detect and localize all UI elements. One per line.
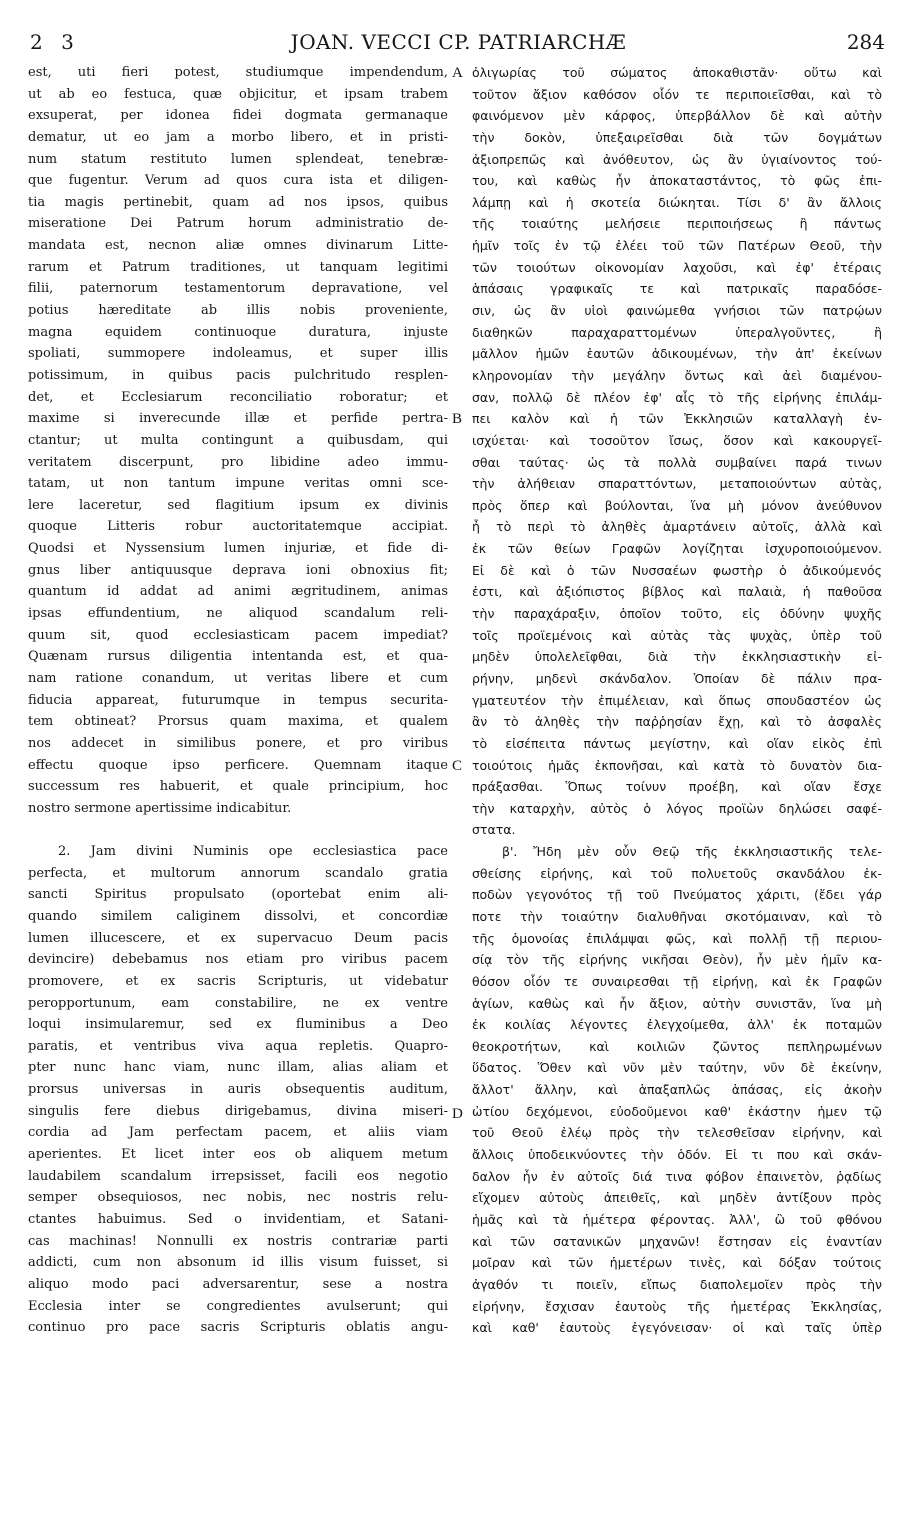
greek-text-line: ἐστι, καὶ ἀξιόπιστος βίβλος καὶ παλαιὰ, ἡ παθοῦσα [472, 584, 882, 600]
greek-text-line: Εἰ δὲ καὶ ὁ τῶν Νυσσαέων φωστὴρ ὁ ἀδικούμενός [472, 562, 882, 578]
latin-text-line: cordia ad Jam perfectam pacem, et aliis viam [28, 1125, 448, 1141]
latin-text-line: tem obtineat? Prorsus quam maxima, et qualem [28, 714, 448, 730]
latin-text-line: dematur, ut eo jam a morbo libero, et in pristi- [28, 129, 448, 145]
latin-text-line: semper obsequiosos, nec nobis, nec nostris relu- [28, 1190, 448, 1206]
latin-text-line: est, uti fieri potest, studiumque impendendum, [28, 65, 448, 80]
greek-text-line: πει καλὸν καὶ ἡ τῶν Ἐκκλησιῶν καταλλαγὴ ἐν- [472, 411, 882, 427]
greek-text-line: πράξασθαι. Ὅπως τοίνυν προέβη, καὶ οἵαν ἔσχε [472, 779, 882, 795]
latin-text-line: effectu quoque ipso perficere. Quemnam itaque [28, 757, 448, 773]
latin-text-line: continuo pro pace sacris Scripturis oblatis angu- [28, 1320, 448, 1336]
greek-text-line: ἀγαθόν τι ποιεῖν, εἴπως διαπολεμοῖεν πρὸς τὴν [472, 1276, 882, 1292]
greek-text-line: τῶν τοιούτων οἰκονομίαν λαχοῦσι, καὶ ἐφ' ἑτέραις [472, 259, 882, 275]
latin-text-line: ctantur; ut multa contingunt a quibusdam, qui [28, 432, 448, 448]
greek-column [472, 62, 882, 1339]
latin-text-line: nam ratione conandum, ut veritas libere et cum [28, 670, 448, 686]
latin-text-line: ctantes habuimus. Sed o invidentiam, et Satani- [28, 1211, 448, 1227]
latin-text-line: quum sit, quod ecclesiasticam pacem impediat? [28, 627, 448, 643]
greek-text-line: ἦ τὸ περὶ τὸ ἀληθὲς ἁμαρτάνειν αὐτοῖς, ἀλλὰ καὶ [472, 519, 882, 535]
greek-text-line: τὸ εἰσέπειτα πάντως μεγίστην, καὶ οἵαν εἰκὸς ἐπὶ [472, 735, 882, 751]
latin-text-line: nos addecet in similibus ponere, et pro viribus [28, 735, 448, 751]
latin-text-line: promovere, et ex sacris Scripturis, ut videbatur [28, 973, 448, 989]
latin-text-line: ut ab eo festuca, quæ objicitur, et ipsam trabem [28, 86, 448, 102]
latin-text-line: exsuperat, per idonea fidei dogmata germanaque [28, 108, 448, 124]
page-number: 284 [846, 30, 885, 54]
greek-text-line: ὀλιγωρίας τοῦ σώματος ἀποκαθιστᾶν· οὕτω καὶ [472, 65, 882, 80]
margin-marker-a: A [452, 65, 463, 81]
latin-text-line: fiducia appareat, futurumque in tempus securita- [28, 692, 448, 708]
greek-text-line: κληρονομίαν τὴν μεγάλην ὄντως καὶ ἀεὶ διαμένου- [472, 367, 882, 383]
column-numbers: 2 3 [30, 30, 80, 54]
latin-text-line: miseratione Dei Patrum horum administratio de- [28, 216, 448, 232]
latin-text-line: sancti Spiritus propulsato (oportebat enim ali- [28, 887, 448, 903]
latin-text-line: Quodsi et Nyssensium lumen injuriæ, et fide di- [28, 541, 448, 557]
latin-text-line: tatam, ut non tantum impune veritas omni sce- [28, 476, 448, 492]
latin-text-line: devincire) debebamus nos etiam pro viribus pacem [28, 952, 448, 968]
latin-text-line: pter nunc hanc viam, nunc illam, alias aliam et [28, 1060, 448, 1076]
latin-text-line: potissimum, in quibus pacis pulchritudo resplen- [28, 367, 448, 383]
greek-text-line: τὴν παραχάραξιν, ὁποῖον τοῦτο, εἰς ὀδύνην ψυχῆς [472, 606, 882, 622]
greek-text-line: μηδὲν ὑπολελεῖφθαι, διὰ τὴν ἐκκλησιαστικὴν εἰ- [472, 649, 882, 665]
margin-marker-d: D [452, 1106, 463, 1122]
latin-text-line: ipsas effundentium, ne aliquod scandalum reli- [28, 606, 448, 622]
latin-text-line: singulis fere diebus dirigebamus, divina miseri- [28, 1103, 448, 1119]
greek-text-line: ὕδατος. Ὅθεν καὶ νῦν μὲν ταύτην, νῦν δὲ ἐκείνην, [472, 1060, 882, 1076]
latin-text-line: loqui insimularemur, sed ex fluminibus a Deo [28, 1017, 448, 1033]
greek-text-line: σίᾳ τὸν τῆς εἰρήνης νικῆσαι Θεὸν), ἦν μὲν ἡμῖν κα- [472, 952, 882, 968]
latin-text-line: potius hæreditate ab illis nobis proveniente, [28, 303, 448, 319]
greek-text-line: ὠτίου δεχόμενοι, εὐοδοῦμενοι καθ' ἑκάστην ἡμεν τῷ [472, 1103, 882, 1119]
greek-text-line: ποτε τὴν τοιαύτην διαλυθῆναι σκοτόμαιναν, καὶ τὸ [472, 908, 882, 924]
greek-text-line: μοῖραν καὶ τῶν ἡμετέρων τινὲς, καὶ δόξαν τούτοις [472, 1255, 882, 1271]
greek-text-line: ἡμᾶς καὶ τὰ ἡμέτερα φέροντας. Ἀλλ', ὢ τοῦ φθόνου [472, 1211, 882, 1227]
greek-text-line: θεοκροτήτων, καὶ κοιλιῶν ζῶντος πεπληρωμένων [472, 1038, 882, 1054]
latin-text-line: addicti, cum non absonum id illis visum fuisset, si [28, 1255, 448, 1271]
latin-text-line: spoliati, summopere indoleamus, et super illis [28, 346, 448, 362]
greek-text-line: β'. Ἤδη μὲν οὖν Θεῷ τῆς ἐκκλησιαστικῆς τελε- [502, 844, 882, 860]
greek-text-line: μᾶλλον ἡμῶν ἑαυτῶν ἀδικουμένων, τὴν ἀπ' ἐκείνων [472, 346, 882, 362]
page-header [0, 30, 917, 58]
greek-text-line: ρήνην, μηδενὶ σκάνδαλον. Ὁποίαν δὲ πάλιν πρα- [472, 670, 882, 686]
latin-text-line: Ecclesia inter se congredientes avulserunt; qui [28, 1298, 448, 1314]
greek-text-line: καὶ καθ' ἑαυτοὺς ἐγεγόνεισαν· οἱ καὶ ταῖς ὑπὲρ [472, 1320, 882, 1336]
greek-text-line: τῆς ὁμονοίας ἐπιλάμψαι φῶς, καὶ πολλῇ τῇ περιου- [472, 930, 882, 946]
margin-marker-c: C [452, 758, 463, 774]
latin-text-line [28, 819, 448, 841]
greek-text-line: σαν, πολλῷ δὲ πλέον ἐφ' αἷς τὸ τῆς εἰρήνης ἐπιλάμ- [472, 389, 882, 405]
greek-text-line: ἁπάσαις γραφικαῖς τε καὶ πατρικαῖς παραδόσε- [472, 281, 882, 297]
margin-marker-b: B [452, 411, 463, 427]
greek-text-line: ποδὼν γεγονότος τῇ τοῦ Πνεύματος χάριτι, (ἔδει γάρ [472, 887, 882, 903]
latin-text-line: mandata est, necnon aliæ omnes divinarum Litte- [28, 238, 448, 254]
latin-text-line: laudabilem scandalum irrepsisset, facili eos negotio [28, 1168, 448, 1184]
greek-text-line: ἡμῖν τοῖς ἐν τῷ ἐλέει τοῦ τῶν Πατέρων Θεοῦ, τὴν [472, 238, 882, 254]
latin-text-line: 2. Jam divini Numinis ope ecclesiastica pace [58, 844, 448, 860]
greek-text-line: στατα. [472, 822, 516, 838]
latin-text-line: Quænam rursus diligentia intentanda est, et qua- [28, 649, 448, 665]
greek-text-line: τὴν καταρχὴν, αὐτὸς ὁ λόγος προϊὼν δηλώσει σαφέ- [472, 800, 882, 816]
greek-text-line: ἐκ τῶν θείων Γραφῶν λογίζηται ἰσχυροποιούμενον. [472, 541, 882, 557]
greek-text-line: τῆς τοιαύτης μελήσειε περιποιήσεως ἢ πάντως [472, 216, 882, 232]
greek-text-line: διαθηκῶν παραχαραττομένων ὑπεραλγοῦντες, ἢ [472, 324, 882, 340]
greek-text-line: του, καὶ καθὼς ἦν ἀποκαταστάντος, τὸ φῶς ἐπι- [472, 173, 882, 189]
greek-text-line: λάμπῃ καὶ ἡ σκοτεία διώκηται. Τίσι δ' ἂν ἄλλοις [472, 194, 882, 210]
greek-text-line: ἁγίων, καθὼς καὶ ἦν ἄξιον, αὐτὴν συνιστᾶν, ἵνα μὴ [472, 995, 882, 1011]
latin-text-line: prorsus universas in auris obsequentis auditum, [28, 1082, 448, 1098]
latin-text-line: lere laceretur, sed flagitium ipsum ex divinis [28, 497, 448, 513]
greek-text-line: ἄλλοτ' ἄλλην, καὶ ἁπαξαπλῶς ἁπάσας, εἰς ἀκοὴν [472, 1082, 882, 1098]
greek-text-line: φαινόμενον μὲν κάρφος, ὑπερβάλλον δὲ καὶ αὐτὴν [472, 108, 882, 124]
greek-text-line: τοιούτοις ἡμᾶς ἐκπονῆσαι, καὶ κατὰ τὸ δυνατὸν δια- [472, 757, 882, 773]
greek-text-line: καὶ τῶν σατανικῶν μηχανῶν! ἔστησαν εἰς ἐναντίαν [472, 1233, 882, 1249]
latin-text-line: maxime si inverecunde illæ et perfide pertra- [28, 411, 448, 427]
latin-text-line: nostro sermone apertissime indicabitur. [28, 800, 292, 816]
greek-text-line: σθαι ταύτας· ὡς τὰ πολλὰ συμβαίνει παρά τινων [472, 454, 882, 470]
greek-text-line: γματευτέον τὴν ἐπιμέλειαν, καὶ ὅπως σπουδαστέον ὡς [472, 692, 882, 708]
latin-text-line: tia magis pertinebit, quam ad nos ipsos, quibus [28, 194, 448, 210]
latin-text-line: det, et Ecclesiarum reconciliatio roboratur; et [28, 389, 448, 405]
greek-text-line: σθείσης εἰρήνης, καὶ τοῦ πολυετοῦς σκανδάλου ἐκ- [472, 865, 882, 881]
latin-text-line: quoque Litteris robur auctoritatemque accipiat. [28, 519, 448, 535]
latin-text-line: filii, paternorum testamentorum depravatione, vel [28, 281, 448, 297]
latin-text-line: quantum id addat ad animi ægritudinem, animas [28, 584, 448, 600]
running-title: JOAN. VECCI CP. PATRIARCHÆ [290, 30, 627, 54]
latin-text-line: gnus liber antiquusque deprava ioni obnoxius fit; [28, 562, 448, 578]
latin-text-line: peropportunum, eam constabilire, ne ex ventre [28, 995, 448, 1011]
latin-text-line: cas machinas! Nonnulli ex nostris contrariæ parti [28, 1233, 448, 1249]
greek-text-line: τοῦ Θεοῦ ἐλέῳ πρὸς τὴν τελεσθεῖσαν εἰρήνην, καὶ [472, 1125, 882, 1141]
latin-text-line: lumen illucescere, et ex supervacuo Deum pacis [28, 930, 448, 946]
latin-column [28, 62, 448, 1339]
greek-text-line: ἀξιοπρεπῶς καὶ ἀνόθευτον, ὡς ἂν ὑγιαίνοντος τού- [472, 151, 882, 167]
greek-text-line: δαλον ἦν ἐν αὐτοῖς διά τινα φόβον ἐπαινετὸν, ῥᾳδίως [472, 1168, 882, 1184]
greek-text-line: εἰρήνην, ἔσχισαν ἑαυτοὺς τῆς ἡμετέρας Ἐκκλησίας, [472, 1298, 882, 1314]
greek-text-line: εἴχομεν αὐτοὺς ἀπειθεῖς, καὶ μηδὲν ἀντίξουν πρὸς [472, 1190, 882, 1206]
greek-text-line: ἂν τὸ ἀληθὲς τὴν παῤῥησίαν ἔχῃ, καὶ τὸ ἀσφαλὲς [472, 714, 882, 730]
latin-text-line: que fugentur. Verum ad quos cura ista et diligen- [28, 173, 448, 189]
latin-text-line: veritatem discerpunt, pro libidine adeo immu- [28, 454, 448, 470]
greek-text-line: τὴν δοκὸν, ὑπεξαιρεῖσθαι διὰ τῶν δογμάτων [472, 129, 882, 145]
latin-text-line: perfecta, et multorum annorum scandalo gratia [28, 865, 448, 881]
latin-text-line: quando similem caliginem dissolvi, et concordiæ [28, 908, 448, 924]
latin-text-line: paratis, et ventribus viva aqua repletis. Quapro- [28, 1038, 448, 1054]
latin-text-line: successum res habuerit, et quale principium, hoc [28, 779, 448, 795]
greek-text-line: τὴν ἀλήθειαν σπαραττόντων, μεταποιούντων αὐτὰς, [472, 476, 882, 492]
latin-text-line: rarum et Patrum traditiones, ut tanquam legitimi [28, 259, 448, 275]
greek-text-line: τοῖς προϊεμένοις καὶ αὐτὰς τὰς ψυχὰς, ὑπὲρ τοῦ [472, 627, 882, 643]
greek-text-line: σιν, ὡς ἂν υἱοὶ φαινώμεθα γνήσιοι τῶν πατρῴων [472, 303, 882, 319]
greek-text-line: ισχύεται· καὶ τοσοῦτον ἴσως, ὅσον καὶ κακουργεῖ- [472, 432, 882, 448]
greek-text-line: ἄλλοις ὑποδεικνύοντες τὴν ὁδόν. Εἰ τι που καὶ σκάν- [472, 1147, 882, 1163]
latin-text-line: aliquo modo paci adversarentur, sese a nostra [28, 1276, 448, 1292]
greek-text-line: τοῦτον ἄξιον καθόσον οἷόν τε περιποιεῖσθαι, καὶ τὸ [472, 86, 882, 102]
greek-text-line: ἐκ κοιλίας λέγοντες ἐλεγχοίμεθα, ἀλλ' ἐκ ποταμῶν [472, 1017, 882, 1033]
greek-text-line: θόσον οἷόν τε συναιρεσθαι τῇ εἰρήνῃ, καὶ ἐκ Γραφῶν [472, 973, 882, 989]
latin-text-line: aperientes. Et licet inter eos ob aliquem metum [28, 1147, 448, 1163]
latin-text-line: magna equidem continuoque duratura, injuste [28, 324, 448, 340]
greek-text-line: πρὸς ὅπερ καὶ βούλονται, ἵνα μὴ μόνον ἀνεύθυνον [472, 497, 882, 513]
latin-text-line: num statum restituto lumen splendeat, tenebræ- [28, 151, 448, 167]
